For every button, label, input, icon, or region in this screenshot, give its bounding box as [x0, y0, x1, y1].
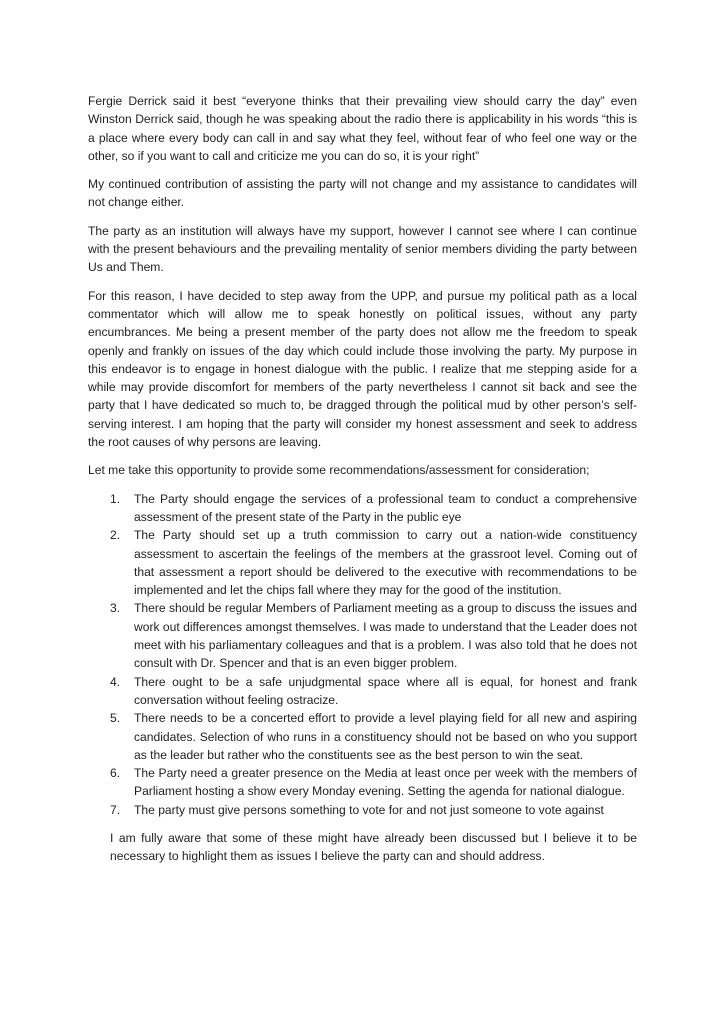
paragraph-step-away: For this reason, I have decided to step away from the UPP, and pursue my political path as a local commentator which will allow me to speak honestly on political issues, without any party encumbrances. Me being a present member of the party does not allow me the freedom to speak openly and frankly on issues of the day which could include those involving the party. My purpose in this endeavor is to engage in honest dialogue with the public. I realize that me stepping aside for a while may provide discomfort for members of the party nevertheless I cannot sit back and see the party that I have dedicated so much to, be dragged through the political mud by other person’s self-serving interest. I am hoping that the party will consider my honest assessment and seek to address the root causes of why persons are leaving.: [88, 288, 637, 450]
letter-body: [88, 92, 637, 866]
list-item-number: 7.: [110, 802, 121, 817]
list-item-number: 3.: [110, 601, 121, 616]
list-item: [88, 490, 637, 527]
list-item-number: 5.: [110, 711, 121, 726]
paragraph-institution-support: The party as an institution will always have my support, however I cannot see where I can continue with the present behaviours and the prevailing mentality of senior members dividing the party between Us and Them.: [88, 223, 637, 275]
list-item-text: There should be regular Members of Parliament meeting as a group to discuss the issues and work out differences amongst themselves. I was made to understand that the Leader does not meet with his parliamentary colleagues and that is a problem. I was also told that he does not consult with Dr. Spencer and that is an even bigger problem.: [134, 601, 637, 671]
paragraph-continued-contribution: My continued contribution of assisting the party will not change and my assistance to candidates will not change either.: [88, 177, 637, 210]
list-item-number: 2.: [110, 528, 121, 543]
list-item-number: 6.: [110, 766, 121, 781]
list-item-text: There ought to be a safe unjudgmental space where all is equal, for honest and frank conversation without feeling ostracize.: [134, 674, 637, 707]
paragraph-closing: I am fully aware that some of these might have already been discussed but I believe it to be necessary to highlight them as issues I believe the party can and should address.: [110, 830, 637, 864]
list-item: [88, 801, 637, 819]
list-item-text: The party must give persons something to vote for and not just someone to vote against: [134, 802, 604, 817]
list-item-number: 1.: [110, 491, 121, 506]
list-item: [88, 599, 637, 672]
list-item: [88, 526, 637, 599]
list-item: [88, 709, 637, 764]
list-item-text: There needs to be a concerted effort to provide a level playing field for all new and aspiring candidates. Selection of who runs in a constituency should not be based on who you support as the leader but rather who the constituents see as the best person to win the seat.: [134, 711, 637, 762]
list-item-text: The Party need a greater presence on the Media at least once per week with the members of Parliament hosting a show every Monday evening. Setting the agenda for national dialogue.: [134, 766, 637, 799]
list-item-number: 4.: [110, 674, 121, 689]
paragraph-recommendations-intro: Let me take this opportunity to provide some recommendations/assessment for consideration;: [88, 463, 590, 478]
paragraph-quote: Fergie Derrick said it best “everyone thinks that their prevailing view should carry the day” even Winston Derrick said, though he was speaking about the radio there is applicability in his words “this is a place where every body can call in and say what they feel, without fear of who feel one way or the other, so if you want to call and criticize me you can do so, it is your right”: [88, 94, 637, 163]
list-item: [88, 673, 637, 710]
recommendations-list: [88, 490, 637, 819]
list-item-text: The Party should set up a truth commission to carry out a nation-wide constituency assessment to ascertain the feelings of the members at the grassroot level. Coming out of that assessment a report should be delivered to the executive with recommendations to be implemented and let the chips fall where they may for the good of the institution.: [134, 528, 637, 598]
list-item-text: The Party should engage the services of a professional team to conduct a comprehensive assessment of the present state of the Party in the public eye: [134, 491, 637, 524]
list-item: [88, 764, 637, 801]
